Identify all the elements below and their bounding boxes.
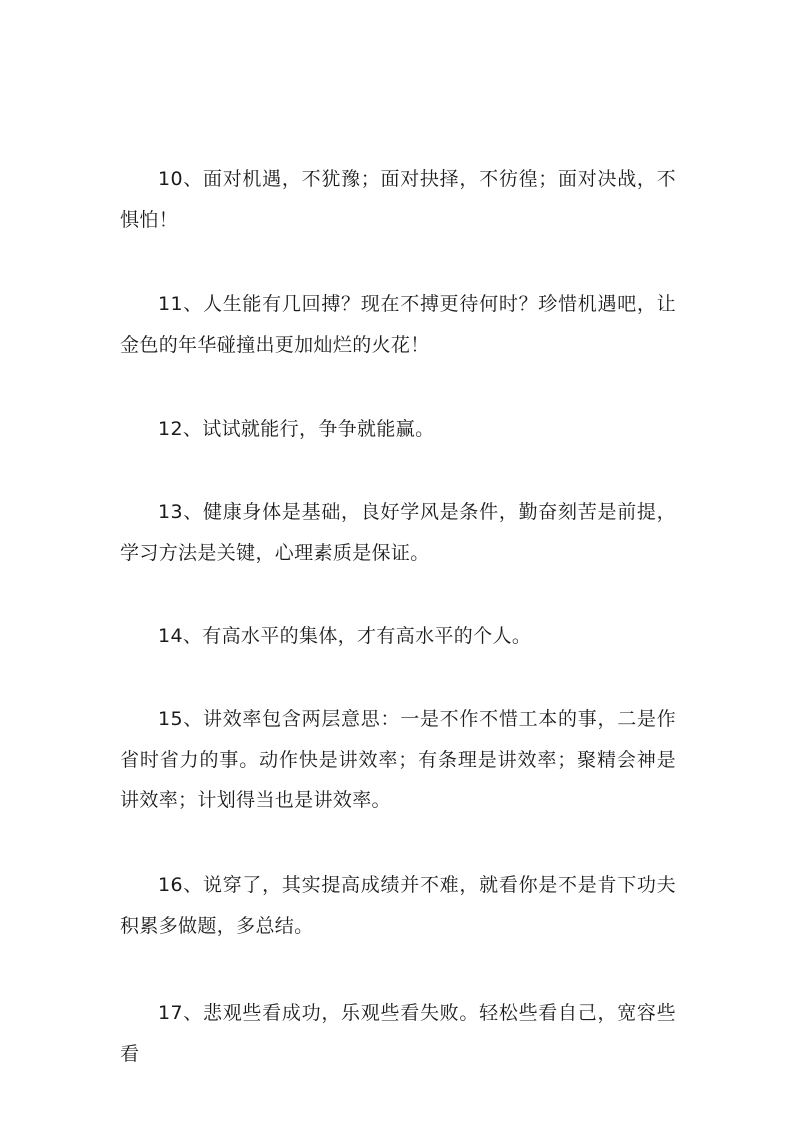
paragraph-15: 15、讲效率包含两层意思：一是不作不惜工本的事，二是作省时省力的事。动作快是讲效率；有条理是讲效率；聚精会神是讲效率；计划得当也是讲效率。 xyxy=(120,708,676,811)
paragraph-11: 11、人生能有几回搏？现在不搏更待何时？珍惜机遇吧，让金色的年华碰撞出更加灿烂的火花！ xyxy=(120,293,676,356)
paragraph-10: 10、面对机遇，不犹豫；面对抉择，不彷徨；面对决战，不惧怕！ xyxy=(120,168,676,231)
paragraph-13: 13、健康身体是基础，良好学风是条件，勤奋刻苦是前提，学习方法是关键，心理素质是保证。 xyxy=(120,501,676,564)
paragraph-17: 17、悲观些看成功，乐观些看失败。轻松些看自己，宽容些看 xyxy=(120,1002,676,1065)
paragraph-12: 12、试试就能行，争争就能赢。 xyxy=(158,418,435,440)
paragraph-14: 14、有高水平的集体，才有高水平的个人。 xyxy=(158,625,532,647)
paragraph-16: 16、说穿了，其实提高成绩并不难，就看你是不是肯下功夫积累多做题，多总结。 xyxy=(120,874,676,937)
